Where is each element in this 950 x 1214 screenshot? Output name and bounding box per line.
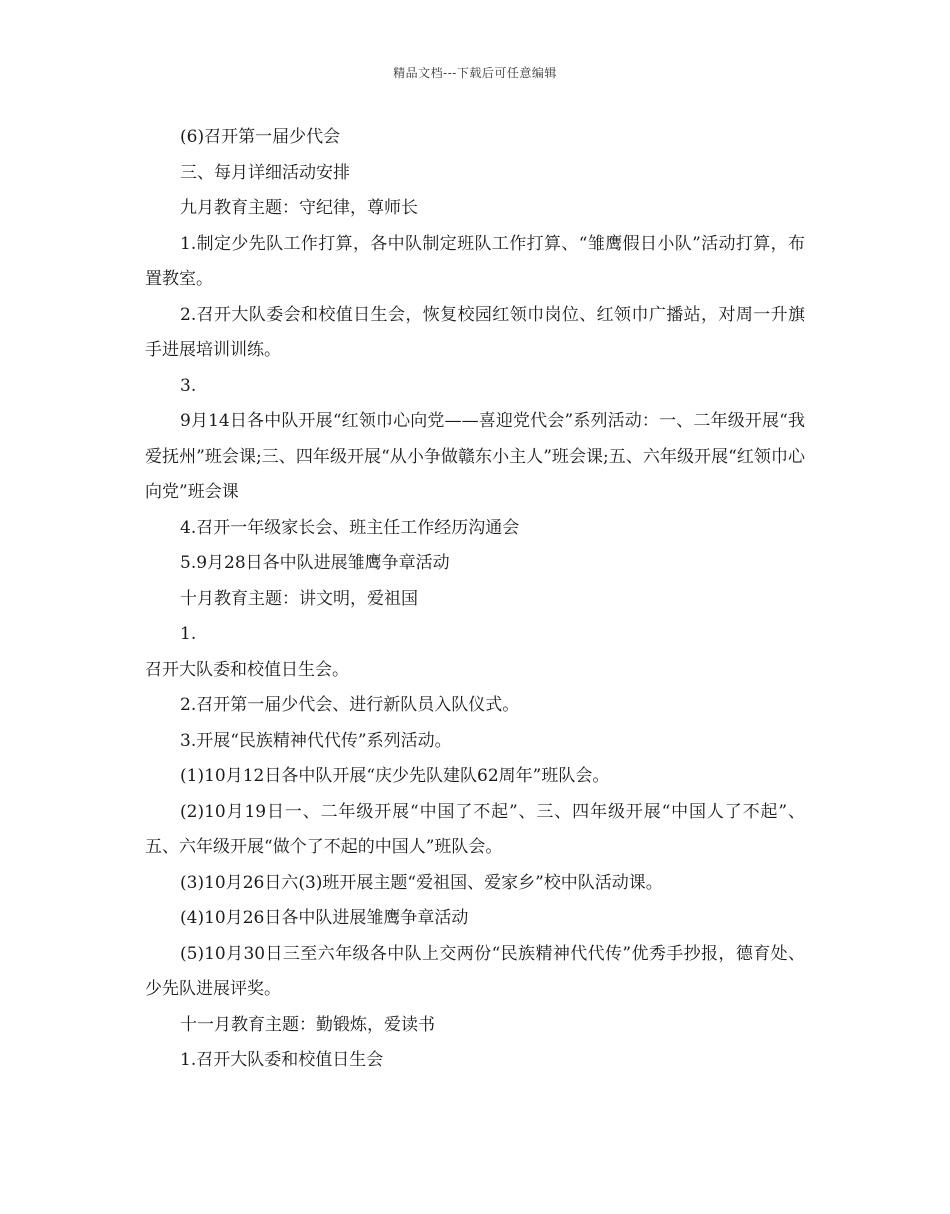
document-body [145, 120, 805, 1079]
paragraph: 9月14日各中队开展“红领巾心向党——喜迎党代会”系列活动：一、二年级开展“我爱抚州”班会课;三、四年级开展“从小争做赣东小主人”班会课;五、六年级开展“红领巾心向党”班会课 [145, 411, 805, 502]
paragraph: (1)10月12日各中队开展“庆少先队建队62周年”班队会。 [180, 766, 610, 786]
section-heading: 三、每月详细活动安排 [180, 162, 350, 183]
paragraph: 4.召开一年级家长会、班主任工作经历沟通会 [180, 517, 520, 538]
paragraph: (2)10月19日一、二年级开展“中国了不起”、三、四年级开展“中国人了不起”、五、六年级开展“做个了不起的中国人”班队会。 [145, 801, 805, 857]
month-theme: 九月教育主题：守纪律，尊师长 [180, 198, 418, 218]
paragraph: (3)10月26日六(3)班开展主题“爱祖国、爱家乡”校中队活动课。 [180, 872, 663, 893]
paragraph: 2.召开大队委会和校值日生会，恢复校园红领巾岗位、红领巾广播站，对周一升旗手进展培训训练。 [145, 304, 805, 360]
paragraph: 召开大队委和校值日生会。 [145, 659, 349, 680]
month-theme: 十一月教育主题：勤锻炼，爱读书 [180, 1014, 435, 1035]
paragraph: 5.9月28日各中队进展雏鹰争章活动 [180, 553, 450, 573]
paragraph: 2.召开第一届少代会、进行新队员入队仪式。 [180, 695, 520, 715]
paragraph: (5)10月30日三至六年级各中队上交两份“民族精神代代传”优秀手抄报，德育处、少先队进展评奖。 [145, 943, 805, 999]
paragraph: (6)召开第一届少代会 [180, 127, 341, 147]
paragraph: 1.制定少先队工作打算，各中队制定班队工作打算、“雏鹰假日小队”活动打算，布置教室。 [145, 233, 805, 289]
paragraph: (4)10月26日各中队进展雏鹰争章活动 [180, 908, 469, 928]
paragraph: 3.开展“民族精神代代传”系列活动。 [180, 730, 452, 751]
paragraph: 3. [180, 375, 197, 396]
page-header: 精品文档---下载后可任意编辑 [393, 66, 557, 80]
month-theme: 十月教育主题：讲文明，爱祖国 [180, 588, 418, 609]
paragraph: 1. [180, 624, 197, 644]
paragraph: 1.召开大队委和校值日生会 [180, 1050, 384, 1070]
